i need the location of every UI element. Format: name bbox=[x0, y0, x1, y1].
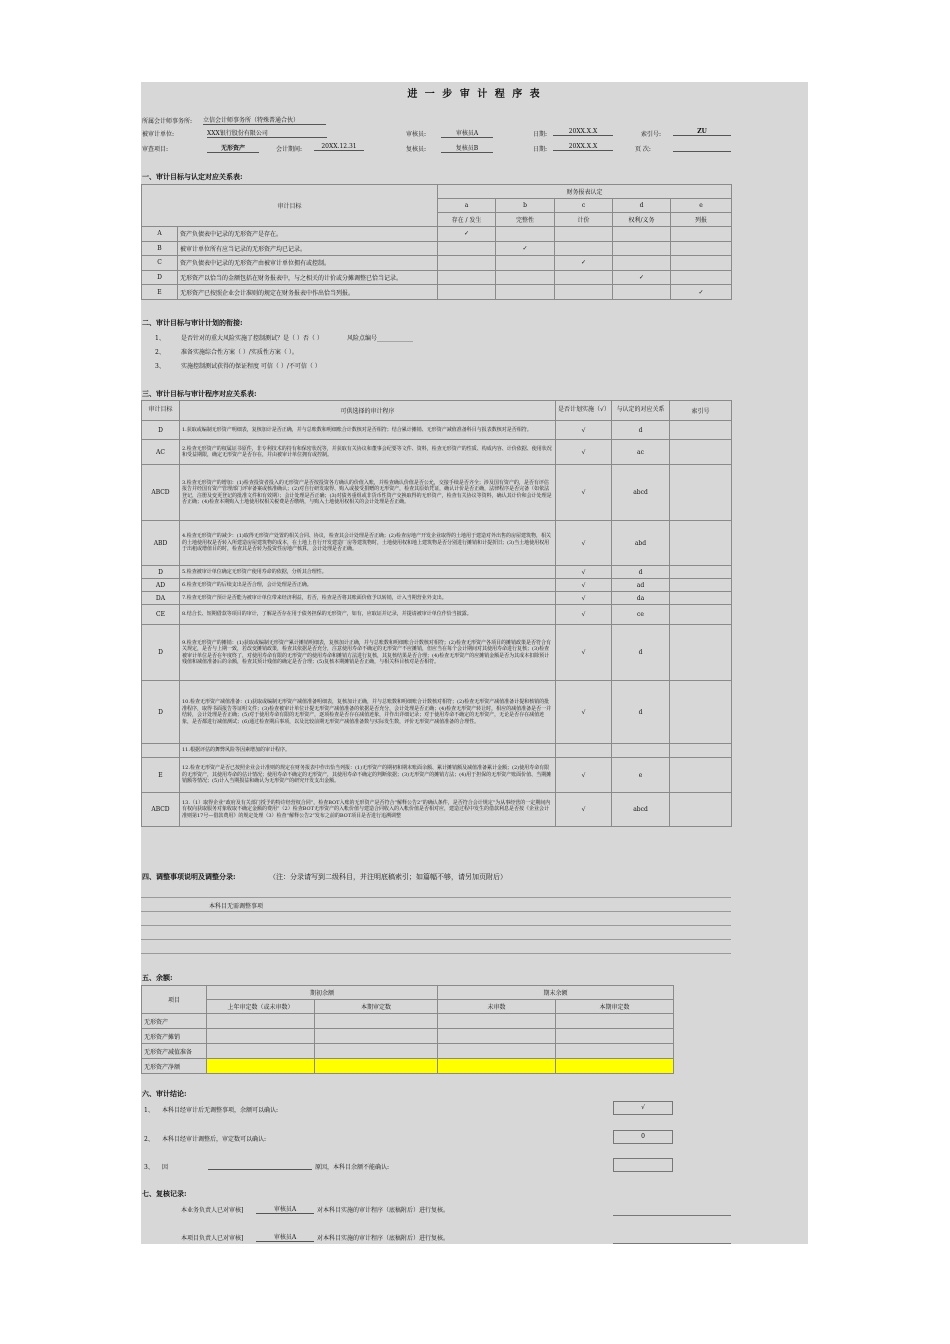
procedure-text: 13.（1）取得企业“政府及有关部门授予的特许经营权合同”，检查BOT入账的无形资产是否符合“解释公告2”的确认条件，是否符合会计规定“为从事经营的一定期间内有权向获取服务对象收取不确定金额的费用”（2）检查BOT无形资产的入帐价值与建造合同收入的入帐价值是否相对应，建造过程中发生的借款利息是否按《企业会计准则第17号—借款费用》的规定处理（3）检查“解释公告2”发布之前的BOT项目是否进行追溯调整 bbox=[180, 793, 556, 827]
assertion-check[interactable] bbox=[438, 241, 496, 256]
conclusion-text: 原因，本科目余额不能确认: bbox=[315, 1164, 390, 1171]
procedure-text: 3.检查无形资产的增加：(1)检查投资者投入的无形资产是否按投资各方确认的价值入账，并检查确认价值是否公允，交接手续是否齐全；涉及国有资产的，是否有评估报告并经国有资产管理部门评审备案或核准确认；(2)对自行研发取得、购入或接受捐赠的无形资产，检查其原始凭证，确认计价是否正确，法律程序是否完备（如依法登记，注册及变更登记的批准文件和有效期）；会计处理是否正确；(3)对债务重组或非货币性资产交换取得的无形资产，检查有关协议等资料，确认其计价和会计处理是否正确；(4)检查本期购入土地使用权相关税费是否缴纳，与购入土地使用权相关的会计处理是否正确。 bbox=[180, 465, 556, 521]
procedure-target: D bbox=[142, 681, 180, 744]
sub-header: 本期审定数 bbox=[315, 1000, 438, 1014]
divider bbox=[141, 925, 731, 926]
procedure-assertion: d bbox=[612, 625, 670, 681]
procedure-check[interactable]: √ bbox=[556, 793, 612, 827]
procedure-target: ABD bbox=[142, 521, 180, 566]
assertion-check[interactable]: ✓ bbox=[555, 256, 613, 271]
sub-header: 本期审定数 bbox=[556, 1000, 674, 1014]
col-letter: d bbox=[613, 199, 671, 213]
procedure-assertion: ac bbox=[612, 440, 670, 465]
procedure-target: D bbox=[142, 421, 180, 440]
balance-cell[interactable] bbox=[315, 1014, 438, 1029]
procedure-assertion: ce bbox=[612, 605, 670, 625]
conclusion-text: 本科目经审计调整后，审定数可以确认: bbox=[162, 1136, 267, 1143]
procedure-row bbox=[142, 758, 732, 793]
divider bbox=[141, 953, 731, 954]
procedure-row bbox=[142, 465, 732, 521]
balance-cell[interactable] bbox=[207, 1044, 315, 1059]
section4-note: （注：分录请写到二级科目，并注明底稿索引；如篇幅不够，请另加页附后） bbox=[269, 873, 507, 881]
procedure-check[interactable]: √ bbox=[556, 625, 612, 681]
assertion-check[interactable] bbox=[496, 270, 555, 285]
objective-text: 资产负债表中记录的无形资产是存在。 bbox=[178, 227, 438, 242]
assertion-check[interactable] bbox=[671, 227, 732, 242]
firm-value: 立信会计师事务所（特殊普通合伙） bbox=[203, 115, 326, 125]
review-name[interactable]: 审核员A bbox=[256, 1232, 314, 1242]
assertion-check[interactable] bbox=[555, 241, 613, 256]
assertion-check[interactable] bbox=[496, 256, 555, 271]
adjustment-line: 本科目无需调整事项 bbox=[209, 903, 264, 910]
procedure-row bbox=[142, 440, 732, 465]
procedure-check[interactable]: √ bbox=[556, 521, 612, 566]
procedure-index[interactable] bbox=[670, 579, 732, 592]
item-header: 项目 bbox=[142, 986, 207, 1014]
balance-cell[interactable] bbox=[207, 1029, 315, 1044]
procedure-check[interactable]: √ bbox=[556, 605, 612, 625]
balance-item: 无形资产减值准备 bbox=[142, 1044, 207, 1059]
section7-title: 七、复核记录: bbox=[142, 1189, 187, 1198]
section4-title: 四、调整事项说明及调整分录: bbox=[142, 872, 236, 881]
procedure-text: 9.检查无形资产的摊销：(1)获取或编制无形资产累计摊销明细表，复核加计正确，并与总账数和明细账合计数核对相符；(2)检查无形资产各项目的摊销政策是否符合有关规定，是否与上期一致，若改变摊销政策，检查其依据是否充分，注意使用寿命不确定的无形资产不应摊销，但应当在每个会计期间对其使用寿命进行复核；(3)检查被审计单位是否在年度终了，对使用寿命有限的无形资产的使用寿命和摊销方法进行复核，其复核结果是否合理；(4)检查无形资产的应摊销金额是否为其成本扣除预计残值和减值准备后的余额，检查其预计残值的确定是否合理；(5)复核本期摊销是否正确，与相关科目核对是否相符。 bbox=[180, 625, 556, 681]
page-label: 页 次: bbox=[635, 146, 651, 153]
balance-cell[interactable] bbox=[438, 1044, 556, 1059]
procedure-check[interactable]: √ bbox=[556, 421, 612, 440]
procedure-check[interactable]: √ bbox=[556, 566, 612, 579]
objective-code: B bbox=[142, 241, 178, 256]
procedure-text: 4.检查无形资产的减少：(1)取得无形资产处置的相关合同、协议，检查其会计处理是否正确；(2)检查房地产开发企业取得的土地用于建造对外出售的房屋建筑物，相关的土地使用权是否转入所建造房屋建筑物的成本，在土地上自行开发建造厂房等建筑物时，土地使用权和地上建筑物是否分别进行摊销和计提折旧；(3)当土地使用权用于出租或增值目的时，检查其是否转为投资性房地产核算，会计处理是否正确。 bbox=[180, 521, 556, 566]
balance-item: 无形资产净额 bbox=[142, 1059, 207, 1074]
procedure-check[interactable]: √ bbox=[556, 579, 612, 592]
procedure-check[interactable]: √ bbox=[556, 440, 612, 465]
conclusion-text: 因 bbox=[162, 1164, 169, 1171]
review-suffix: 对本科目实施的审计程序（底稿附后）进行复核。 bbox=[317, 1235, 450, 1242]
reviewer-label: 审核员: bbox=[406, 131, 427, 138]
divider bbox=[141, 939, 731, 940]
assertion-check[interactable] bbox=[496, 285, 555, 300]
procedure-row bbox=[142, 744, 732, 758]
reason-field[interactable] bbox=[208, 1161, 312, 1170]
procedure-check[interactable]: √ bbox=[556, 465, 612, 521]
executed-header: 是否计划实施（√） bbox=[556, 401, 612, 421]
balance-cell[interactable] bbox=[556, 1029, 674, 1044]
col-letter: b bbox=[496, 199, 555, 213]
col-letter: a bbox=[438, 199, 496, 213]
item-label: 审查项目: bbox=[142, 146, 169, 153]
procedure-assertion: abd bbox=[612, 521, 670, 566]
opening-header: 期初余额 bbox=[207, 986, 438, 1000]
col-name: 权利/义务 bbox=[613, 213, 671, 227]
conclusion-box[interactable]: √ bbox=[613, 1101, 673, 1115]
fs-assertion-header: 财务报表认定 bbox=[438, 185, 732, 199]
objective-text: 资产负债表中记录的无形资产由被审计单位拥有或控制。 bbox=[178, 256, 438, 271]
balance-cell[interactable] bbox=[438, 1014, 556, 1029]
procedure-index[interactable] bbox=[670, 566, 732, 579]
procedure-target: ABCD bbox=[142, 465, 180, 521]
section6-title: 六、审计结论: bbox=[142, 1089, 187, 1098]
col-name: 计价 bbox=[555, 213, 613, 227]
procedure-text: 11.根据评估的舞弊风险等因素增加的审计程序。 bbox=[180, 744, 556, 758]
conclusion-num: 1、 bbox=[144, 1107, 154, 1114]
objective-text: 被审计单位所有应当记录的无形资产均已记录。 bbox=[178, 241, 438, 256]
review-suffix: 对本科目实施的审计程序（底稿附后）进行复核。 bbox=[317, 1207, 450, 1214]
page-value[interactable] bbox=[673, 143, 731, 152]
procedure-target: DA bbox=[142, 592, 180, 605]
procedure-row bbox=[142, 421, 732, 440]
procedure-row bbox=[142, 592, 732, 605]
net-balance-cell[interactable] bbox=[556, 1059, 674, 1074]
plan-item-num: 3、 bbox=[155, 363, 165, 370]
firm-label: 所属会计师事务所: bbox=[142, 118, 193, 125]
procedure-assertion: e bbox=[612, 758, 670, 793]
procedure-text: 5.检查被审计单位确定无形资产使用寿命的依据，分析其合理性。 bbox=[180, 566, 556, 579]
procedure-target: D bbox=[142, 566, 180, 579]
procedure-assertion: d bbox=[612, 421, 670, 440]
procedure-target: AC bbox=[142, 440, 180, 465]
procedure-header: 可供选择的审计程序 bbox=[180, 401, 556, 421]
procedure-row bbox=[142, 521, 732, 566]
review-name[interactable]: 审核员A bbox=[256, 1204, 314, 1214]
assertion-check[interactable] bbox=[496, 227, 555, 242]
plan-item-text: 是否针对的重大风险实施了控制测试？是（ ）否（ ） bbox=[181, 335, 323, 342]
worksheet bbox=[141, 82, 808, 1244]
conclusion-box[interactable] bbox=[613, 1158, 673, 1172]
balance-cell[interactable] bbox=[438, 1029, 556, 1044]
procedure-index[interactable] bbox=[670, 421, 732, 440]
page-title: 进 一 步 审 计 程 序 表 bbox=[407, 89, 542, 100]
procedure-row bbox=[142, 625, 732, 681]
objective-text: 无形资产以恰当的金额包括在财务报表中，与之相关的计价或分摊调整已恰当记录。 bbox=[178, 270, 438, 285]
procedure-assertion: abcd bbox=[612, 465, 670, 521]
assertion-check[interactable] bbox=[438, 256, 496, 271]
objective-header: 审计目标 bbox=[142, 185, 438, 227]
sub-header: 上年审定数（或未审数） bbox=[207, 1000, 315, 1014]
procedure-check[interactable]: √ bbox=[556, 758, 612, 793]
procedure-check[interactable]: √ bbox=[556, 592, 612, 605]
col-name: 列报 bbox=[671, 213, 732, 227]
procedure-row bbox=[142, 566, 732, 579]
assertion-check[interactable] bbox=[613, 227, 671, 242]
procedure-index[interactable] bbox=[670, 793, 732, 827]
procedure-assertion: d bbox=[612, 681, 670, 744]
section2-title: 二、审计目标与审计计划的衔接: bbox=[142, 318, 243, 327]
col-name: 存在 / 发生 bbox=[438, 213, 496, 227]
procedure-text: 1.获取或编制无形资产明细表，复核加计是否正确，并与总账数和明细账合计数核对是否相符；结合累计摊销、无形资产减值准备科目与报表数核对是否相符。 bbox=[180, 421, 556, 440]
assertion-check[interactable] bbox=[555, 270, 613, 285]
conclusion-num: 3、 bbox=[144, 1164, 154, 1171]
procedure-target bbox=[142, 744, 180, 758]
procedure-index[interactable] bbox=[670, 521, 732, 566]
plan-item-num: 1、 bbox=[155, 335, 165, 342]
section3-title: 三、审计目标与审计程序对应关系表: bbox=[142, 389, 257, 398]
balance-cell[interactable] bbox=[556, 1044, 674, 1059]
balance-cell[interactable] bbox=[207, 1014, 315, 1029]
plan-item-num: 2、 bbox=[155, 349, 165, 356]
index-label: 索引号: bbox=[641, 131, 662, 138]
balance-item: 无形资产 bbox=[142, 1014, 207, 1029]
rechecker-value: 复核员B bbox=[441, 143, 493, 153]
net-balance-cell[interactable] bbox=[438, 1059, 556, 1074]
risk-point-field[interactable]: 风险点编号____________ bbox=[347, 335, 414, 342]
assertion-check[interactable] bbox=[555, 285, 613, 300]
procedure-target: CE bbox=[142, 605, 180, 625]
reviewer-value: 审核员A bbox=[441, 128, 493, 138]
assertion-check[interactable] bbox=[613, 285, 671, 300]
objective-code: A bbox=[142, 227, 178, 242]
review-prefix: 本业务负责人已对审核] bbox=[181, 1207, 244, 1214]
procedure-target: AD bbox=[142, 579, 180, 592]
balance-item: 无形资产摊销 bbox=[142, 1029, 207, 1044]
conclusion-num: 2、 bbox=[144, 1136, 154, 1143]
index-value: ZU bbox=[673, 128, 731, 136]
objective-code: D bbox=[142, 270, 178, 285]
procedure-target: E bbox=[142, 758, 180, 793]
procedure-text: 10.检查无形资产减值准备：(1)获取或编制无形资产减值准备明细表，复核加计正确，并与总账数和明细账合计数核对相符；(2)检查无形资产减值准备计提和核销的批准程序，取得书面报告等证明文件；(3)检查被审计单位计提无形资产减值准备的依据是否充分，会计处理是否正确；(4)检查无形资产转让时，相应的减值准备是否一并结转，会计处理是否正确；(5)对于使用寿命有限的无形资产，逐项检查是否存在减值迹象，并作出详细记录；对于使用寿命不确定的无形资产，无论是否存在减值迹象，是否都进行减值测试；(6)通过检查期后事项，以及比较前期无形资产减值准备数与实际发生数，评价无形资产减值准备的合理性。 bbox=[180, 681, 556, 744]
period-label: 会计期间: bbox=[276, 146, 303, 153]
period-value: 20XX.12.31 bbox=[314, 143, 364, 151]
date2-label: 日期: bbox=[533, 146, 548, 153]
closing-header: 期末余额 bbox=[438, 986, 674, 1000]
assertion-check[interactable] bbox=[438, 285, 496, 300]
divider bbox=[141, 911, 731, 912]
divider bbox=[141, 897, 731, 898]
procedure-text: 8.结合长、短期借款等项目的审计，了解是否存在用于债务担保的无形资产，如有，应取证并记录，并提请被审计单位作恰当披露。 bbox=[180, 605, 556, 625]
item-value: 无形资产 bbox=[207, 143, 259, 153]
assertion-check[interactable] bbox=[438, 270, 496, 285]
assertion-check[interactable] bbox=[671, 256, 732, 271]
assertion-header: 与认定的对应关系 bbox=[612, 401, 670, 421]
procedure-index[interactable] bbox=[670, 625, 732, 681]
plan-item-text: 实施控制测试获得的保证程度 可信（ ）/不可信（ ） bbox=[181, 363, 321, 370]
assertion-table bbox=[141, 184, 732, 300]
procedure-index[interactable] bbox=[670, 744, 732, 758]
assertion-check[interactable] bbox=[555, 227, 613, 242]
date2-value: 20XX.X.X bbox=[553, 143, 613, 151]
procedure-assertion: ad bbox=[612, 579, 670, 592]
procedure-index[interactable] bbox=[670, 592, 732, 605]
balance-cell[interactable] bbox=[315, 1044, 438, 1059]
section1-title: 一、审计目标与认定对应关系表: bbox=[142, 172, 243, 181]
col-letter: c bbox=[555, 199, 613, 213]
procedure-row bbox=[142, 605, 732, 625]
assertion-check[interactable] bbox=[671, 241, 732, 256]
procedure-assertion: da bbox=[612, 592, 670, 605]
conclusion-box[interactable]: 0 bbox=[613, 1130, 673, 1144]
col-letter: e bbox=[671, 199, 732, 213]
balance-table bbox=[141, 985, 674, 1074]
assertion-check[interactable]: ✓ bbox=[613, 270, 671, 285]
assertion-check[interactable]: ✓ bbox=[496, 241, 555, 256]
procedure-index[interactable] bbox=[670, 440, 732, 465]
procedure-text: 6.检查无形资产的后续支出是否合理，会计处理是否正确。 bbox=[180, 579, 556, 592]
assertion-check[interactable]: ✓ bbox=[671, 285, 732, 300]
procedure-assertion: d bbox=[612, 566, 670, 579]
procedure-table bbox=[141, 400, 732, 827]
procedure-index[interactable] bbox=[670, 605, 732, 625]
assertion-check[interactable] bbox=[671, 270, 732, 285]
procedure-check[interactable] bbox=[556, 744, 612, 758]
procedure-row bbox=[142, 793, 732, 827]
net-balance-cell[interactable] bbox=[315, 1059, 438, 1074]
date-label: 日期: bbox=[533, 131, 548, 138]
auditee-label: 被审计单位: bbox=[142, 131, 175, 138]
date-value: 20XX.X.X bbox=[553, 128, 613, 136]
balance-cell[interactable] bbox=[556, 1014, 674, 1029]
assertion-check[interactable] bbox=[613, 241, 671, 256]
balance-cell[interactable] bbox=[315, 1029, 438, 1044]
procedure-row bbox=[142, 579, 732, 592]
procedure-index[interactable] bbox=[670, 758, 732, 793]
review-prefix: 本项目负责人已对审核] bbox=[181, 1235, 244, 1242]
procedure-index[interactable] bbox=[670, 681, 732, 744]
procedure-assertion: abcd bbox=[612, 793, 670, 827]
target-header: 审计目标 bbox=[142, 401, 180, 421]
auditee-value: XXX银行股份有限公司 bbox=[207, 128, 327, 138]
assertion-check[interactable]: ✓ bbox=[438, 227, 496, 242]
procedure-target: D bbox=[142, 625, 180, 681]
col-name: 完整性 bbox=[496, 213, 555, 227]
objective-text: 无形资产已按照企业会计准则的规定在财务报表中作出恰当列报。 bbox=[178, 285, 438, 300]
conclusion-text: 本科目经审计后无调整事项，余额可以确认: bbox=[162, 1107, 279, 1114]
procedure-index[interactable] bbox=[670, 465, 732, 521]
objective-code: E bbox=[142, 285, 178, 300]
procedure-text: 7.检查无形资产预计是否能为被审计单位带来经济利益，若否，检查是否将其账面价值予以转销，计入当期营业外支出。 bbox=[180, 592, 556, 605]
net-balance-cell[interactable] bbox=[207, 1059, 315, 1074]
rechecker-label: 复核员: bbox=[406, 146, 427, 153]
procedure-target: ABCD bbox=[142, 793, 180, 827]
signature-line[interactable] bbox=[613, 1243, 731, 1244]
procedure-check[interactable]: √ bbox=[556, 681, 612, 744]
procedure-assertion bbox=[612, 744, 670, 758]
objective-code: C bbox=[142, 256, 178, 271]
assertion-check[interactable] bbox=[613, 256, 671, 271]
procedure-row bbox=[142, 681, 732, 744]
index-header: 索引号 bbox=[670, 401, 732, 421]
signature-line[interactable] bbox=[613, 1215, 731, 1216]
procedure-text: 12.检查无形资产是否已按照企业会计准则的规定在财务报表中作出恰当列报：(1)无形资产的期初和期末账面余额、累计摊销额及减值准备累计金额；(2)使用寿命有限的无形资产，其使用寿命的估计情况；使用寿命不确定的无形资产，其使用寿命不确定的判断依据；(3)无形资产的摊销方法；(4)用于担保的无形资产账面价值、当期摊销额等情况；(5)计入当期损益和确认为无形资产的研究开发支出金额。 bbox=[180, 758, 556, 793]
plan-item-text: 准备实施综合性方案（ ）/实质性方案（ ）。 bbox=[181, 349, 298, 356]
sub-header: 未审数 bbox=[438, 1000, 556, 1014]
section5-title: 五、余额: bbox=[142, 973, 173, 982]
procedure-text: 2.检查无形资产的权属证书原件，非专利技术的持有和保密状况等，并获取有关协议和董事会纪要等文件、资料，检查无形资产的性质、构成内容、计价依据、使用状况和受益期限，确定无形资产是否存在，并由被审计单位拥有或控制。 bbox=[180, 440, 556, 465]
